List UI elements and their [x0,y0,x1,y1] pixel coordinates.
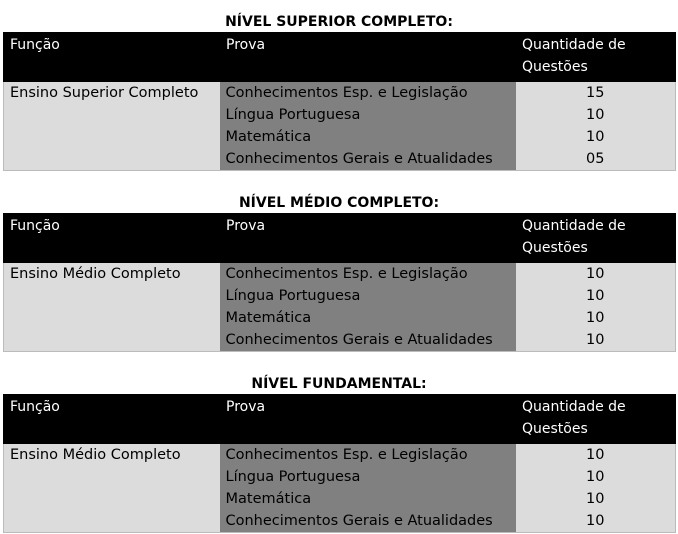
exam-table [3,394,676,533]
prova-cell: Matemática [220,126,516,148]
quantidade-cell: 10 [516,444,676,467]
table-block-medio [3,193,675,352]
section-title: NÍVEL MÉDIO COMPLETO: [238,195,440,211]
quantidade-cell: 10 [516,466,676,488]
header-row [4,395,676,444]
header-row [4,33,676,82]
quantidade-cell: 15 [516,82,676,105]
header-funcao: Função [4,214,220,263]
section-title: NÍVEL FUNDAMENTAL: [251,376,427,392]
prova-cell: Conhecimentos Gerais e Atualidades [220,329,516,352]
section-title: NÍVEL SUPERIOR COMPLETO: [225,14,453,30]
quantidade-cell: 10 [516,285,676,307]
header-prova: Prova [220,33,516,82]
prova-cell: Conhecimentos Esp. e Legislação [220,263,516,286]
prova-cell: Língua Portuguesa [220,285,516,307]
quantidade-cell: 10 [516,263,676,286]
table-block-superior [3,12,675,171]
quantidade-cell: 10 [516,510,676,533]
exam-table [3,32,676,171]
header-prova: Prova [220,395,516,444]
table-block-fundamental [3,374,675,533]
quantidade-cell: 10 [516,307,676,329]
prova-cell: Conhecimentos Gerais e Atualidades [220,148,516,171]
prova-cell: Matemática [220,307,516,329]
prova-cell: Conhecimentos Esp. e Legislação [220,82,516,105]
exam-table [3,213,676,352]
table-row [4,444,676,467]
quantidade-cell: 10 [516,329,676,352]
funcao-cell: Ensino Médio Completo [4,444,220,533]
header-quantidade: Quantidade de Questões [516,395,676,444]
header-prova: Prova [220,214,516,263]
prova-cell: Conhecimentos Gerais e Atualidades [220,510,516,533]
quantidade-cell: 10 [516,126,676,148]
quantidade-cell: 05 [516,148,676,171]
prova-cell: Língua Portuguesa [220,104,516,126]
prova-cell: Matemática [220,488,516,510]
quantidade-cell: 10 [516,104,676,126]
header-quantidade: Quantidade de Questões [516,214,676,263]
prova-cell: Língua Portuguesa [220,466,516,488]
funcao-cell: Ensino Superior Completo [4,82,220,171]
table-row [4,82,676,105]
header-funcao: Função [4,33,220,82]
quantidade-cell: 10 [516,488,676,510]
header-quantidade: Quantidade de Questões [516,33,676,82]
funcao-cell: Ensino Médio Completo [4,263,220,352]
table-row [4,263,676,286]
header-row [4,214,676,263]
prova-cell: Conhecimentos Esp. e Legislação [220,444,516,467]
header-funcao: Função [4,395,220,444]
